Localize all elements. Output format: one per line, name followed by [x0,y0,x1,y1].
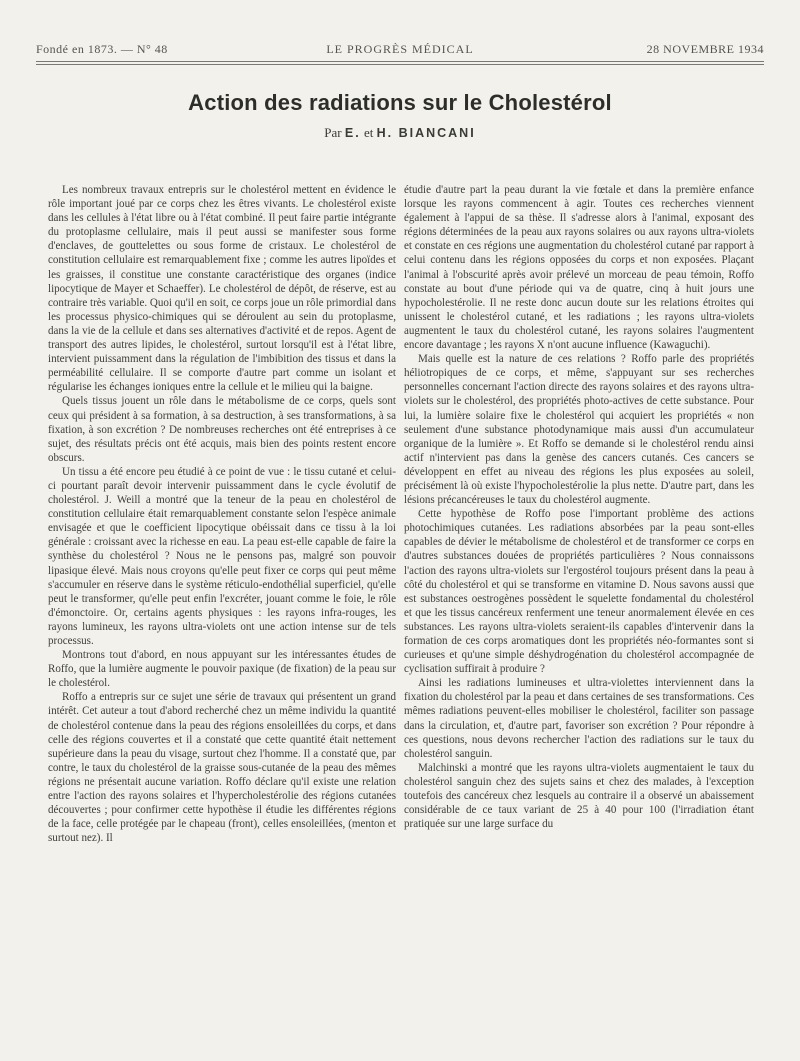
paragraph: Mais quelle est la nature de ces relations ? Roffo parle des propriétés héliotropiques de ce corps, et même, s'appuyant sur ses recherches personnelles concernant l'action directe des rayons solaires et des rayons ultra-violets sur le cholestérol, des propriétés photo-actives de cette substance. Pour lui, la lumière solaire fixe le cholestérol qui acquiert les propriétés « non seulement d'une substance photodynamique mais aussi d'un accumulateur organique de la lumière ». Et Roffo se demande si le cholestérol rendu ainsi actif n'intervient pas dans la genèse des cancers cutanés. Ces cancers se développent en effet au niveau des régions les plus exposées au soleil, précisément là où existe l'hypocholestérolie la plus nette. D'autre part, dans les lésions précancéreuses le taux du cholestérol augmente. [404,353,754,507]
paragraph: Les nombreux travaux entrepris sur le cholestérol mettent en évidence le rôle important joué par ce corps chez les êtres vivants. Le cholestérol existe dans les cellules à l'état libre ou à l'état combiné. Il peut faire partie intégrante du protoplasme cellulaire, mais il peut aussi se manifester sous forme d'enclaves, de gouttelettes ou sous forme de cristaux. Le cholestérol de constitution cellulaire est remarquablement fixe ; comme les autres lipoïdes et les graisses, il constitue une constante caractéristique des organes (indice lipocytique de Mayer et Schaeffer). Le cholestérol de dépôt, de réserve, est au contraire très variable. Quoi qu'il en soit, ce corps joue un rôle primordial dans les processus physico-chimiques qui se déroulent au sein du protoplasme, dans la vie de la cellule et dans ses alternatives d'activité et de repos. Agent de transport des autres lipides, le cholestérol, surtout lorsqu'il est à l'état libre, intervient puissamment dans la régulation de l'imbibition des tissus et dans la perméabilité cellulaire. Il se comporte d'autre part comme un isolant et régularise les échanges ioniques entre la cellule et le milieu qui la baigne. [48,184,396,394]
author-name: H. BIANCANI [376,126,476,140]
paragraph: Malchinski a montré que les rayons ultra-violets augmentaient le taux du cholestérol sanguin chez des sujets sains et chez des malades, à l'exception toutefois des cancéreux chez lesquels au contraire il a observé un abaissement considérable de ce taux variant de 25 à 40 pour 100 (l'irradiation étant pratiquée sur une large surface du [404,761,754,831]
header-rule-bottom [36,64,764,65]
right-column [404,183,754,831]
paragraph: Montrons tout d'abord, en nous appuyant sur les intéressantes études de Roffo, que la lumière augmente le pouvoir paxique (de fixation) de la peau sur le cholestérol. [48,649,396,690]
paragraph: Quels tissus jouent un rôle dans le métabolisme de ce corps, quels sont ceux qui président à sa formation, à sa destruction, à ses transformations, à sa fixation, à son excrétion ? De nombreuses recherches ont été entreprises à ce sujet, des résultats précis ont été acquis, mais bien des points restent encore obscurs. [48,395,396,464]
paragraph: Cette hypothèse de Roffo pose l'important problème des actions photochimiques cutanées. Les radiations absorbées par la peau sont-elles capables de dévier le métabolisme de cholestérol et de transformer ce corps en d'autres substances douées de propriétés particulières ? Nous connaissons l'action des rayons ultra-violets sur l'ergostérol toujours présent dans la peau à côté du cholestérol et qui se transforme en vitamine D. Nous savons aussi que est substances oestrogènes possèdent le squelette fondamental du cholestérol et que les tissus cancéreux renferment une teneur anormalement élevée en ces substances. Les rayons ultra-violets seraient-ils capables d'intervenir dans la formation de ces corps aromatiques dont les propriétés néo-formantes sont si curieuses et qu'une simple déshydrogénation du cholestérol accompagnée de cyclisation suffirait à produire ? [404,508,754,676]
byline [0,125,800,141]
byline-conjunction: et [363,125,374,140]
paragraph: Ainsi les radiations lumineuses et ultra-violettes interviennent dans la fixation du cholestérol par la peau et dans certaines de ses transformations. Ces mêmes radiations peuvent-elles mobiliser le cholestérol, faciliter son passage dans la circulation, et, d'autre part, favoriser son excrétion ? Pour répondre à ces questions, nous devons rechercher l'action des radiations sur le taux du cholestérol sanguin. [404,677,755,760]
journal-name: LE PROGRÈS MÉDICAL [326,42,474,56]
running-header [36,42,764,58]
issue-date: 28 NOVEMBRE 1934 [646,42,764,56]
paragraph: étudie d'autre part la peau durant la vie fœtale et dans la première enfance lorsque les rayons commencent à agir. Toutes ces recherches viennent également à l'appui de sa thèse. Il s'adresse alors à l'animal, exposant des régions déterminées de la peau aux rayons solaires ou aux rayons ultra-violets et constate en ces régions une augmentation du cholestérol cutané par rapport à celui contenu dans les régions opposées du corps et non exposées. Plaçant l'animal à l'obscurité après avoir prélevé un morceau de peau témoin, Roffo constate au bout d'une période qui va de quatre, cinq à huit jours une hypocholestérolie. Il ne reste donc aucun doute sur les relations étroites qui unissent le cholestérol cutané, et les radiations ; les rayons ultra-violets augmentent le taux du cholestérol cutané, les rayons solaires l'augmentent encore davantage ; les rayons X n'ont aucune influence (Kawaguchi). [404,184,754,352]
paragraph: Un tissu a été encore peu étudié à ce point de vue : le tissu cutané et celui-ci pourtant paraît devoir intervenir puissamment dans le cycle évolutif de cholestérol. J. Weill a montré que la teneur de la peau en cholestérol de constitution cellulaire était remarquablement constante selon l'espèce animale envisagée et que le coefficient lipocytique obéissait dans ce tissu à la loi générale : croissant avec la richesse en eau. La peau est-elle capable de faire la synthèse du cholestérol ? Nous ne le pensons pas, malgré son pouvoir lipasique élevé. Mais nous croyons qu'elle peut fixer ce corps qui peut même s'accumuler en réserve dans le système réticulo-endothélial superficiel, qu'elle peut le transformer, qu'elle peut enfin l'excréter, jouant comme le foie, le rôle d'émonctoire. Or, certains agents physiques : les rayons infra-rouges, les rayons lumineux, les rayons ultra-violets ont une action intense sur de tels processus. [48,465,396,647]
header-rule-top [36,61,764,62]
left-column [48,183,396,845]
founding-issue-label: Fondé en 1873. — N° 48 [36,42,168,56]
paragraph: Roffo a entrepris sur ce sujet une série de travaux qui présentent un grand intérêt. Cet auteur a tout d'abord recherché chez un même individu la quantité de cholestérol contenue dans la peau des régions ensoleillées du corps, et dans celle des régions couvertes et il a constaté que cette quantité était nettement supérieure dans la peau du visage, surtout chez l'homme. Il a constaté que, par contre, le taux du cholestérol de la graisse sous-cutanée de la peau des mêmes régions ne présentait aucune variation. Roffo déclare qu'il existe une relation entre l'action des rayons solaires et l'hypercholestérolie des régions cutanées découvertes ; pour confirmer cette hypothèse il étudie les différentes régions de la face, celle protégée par le chapeau (front), celles ensoleillées, (menton et surtout nez). Il [48,691,396,845]
author-initial-e: E. [344,126,361,140]
byline-prefix: Par [324,125,342,140]
article-title: Action des radiations sur le Cholestérol [188,90,612,115]
